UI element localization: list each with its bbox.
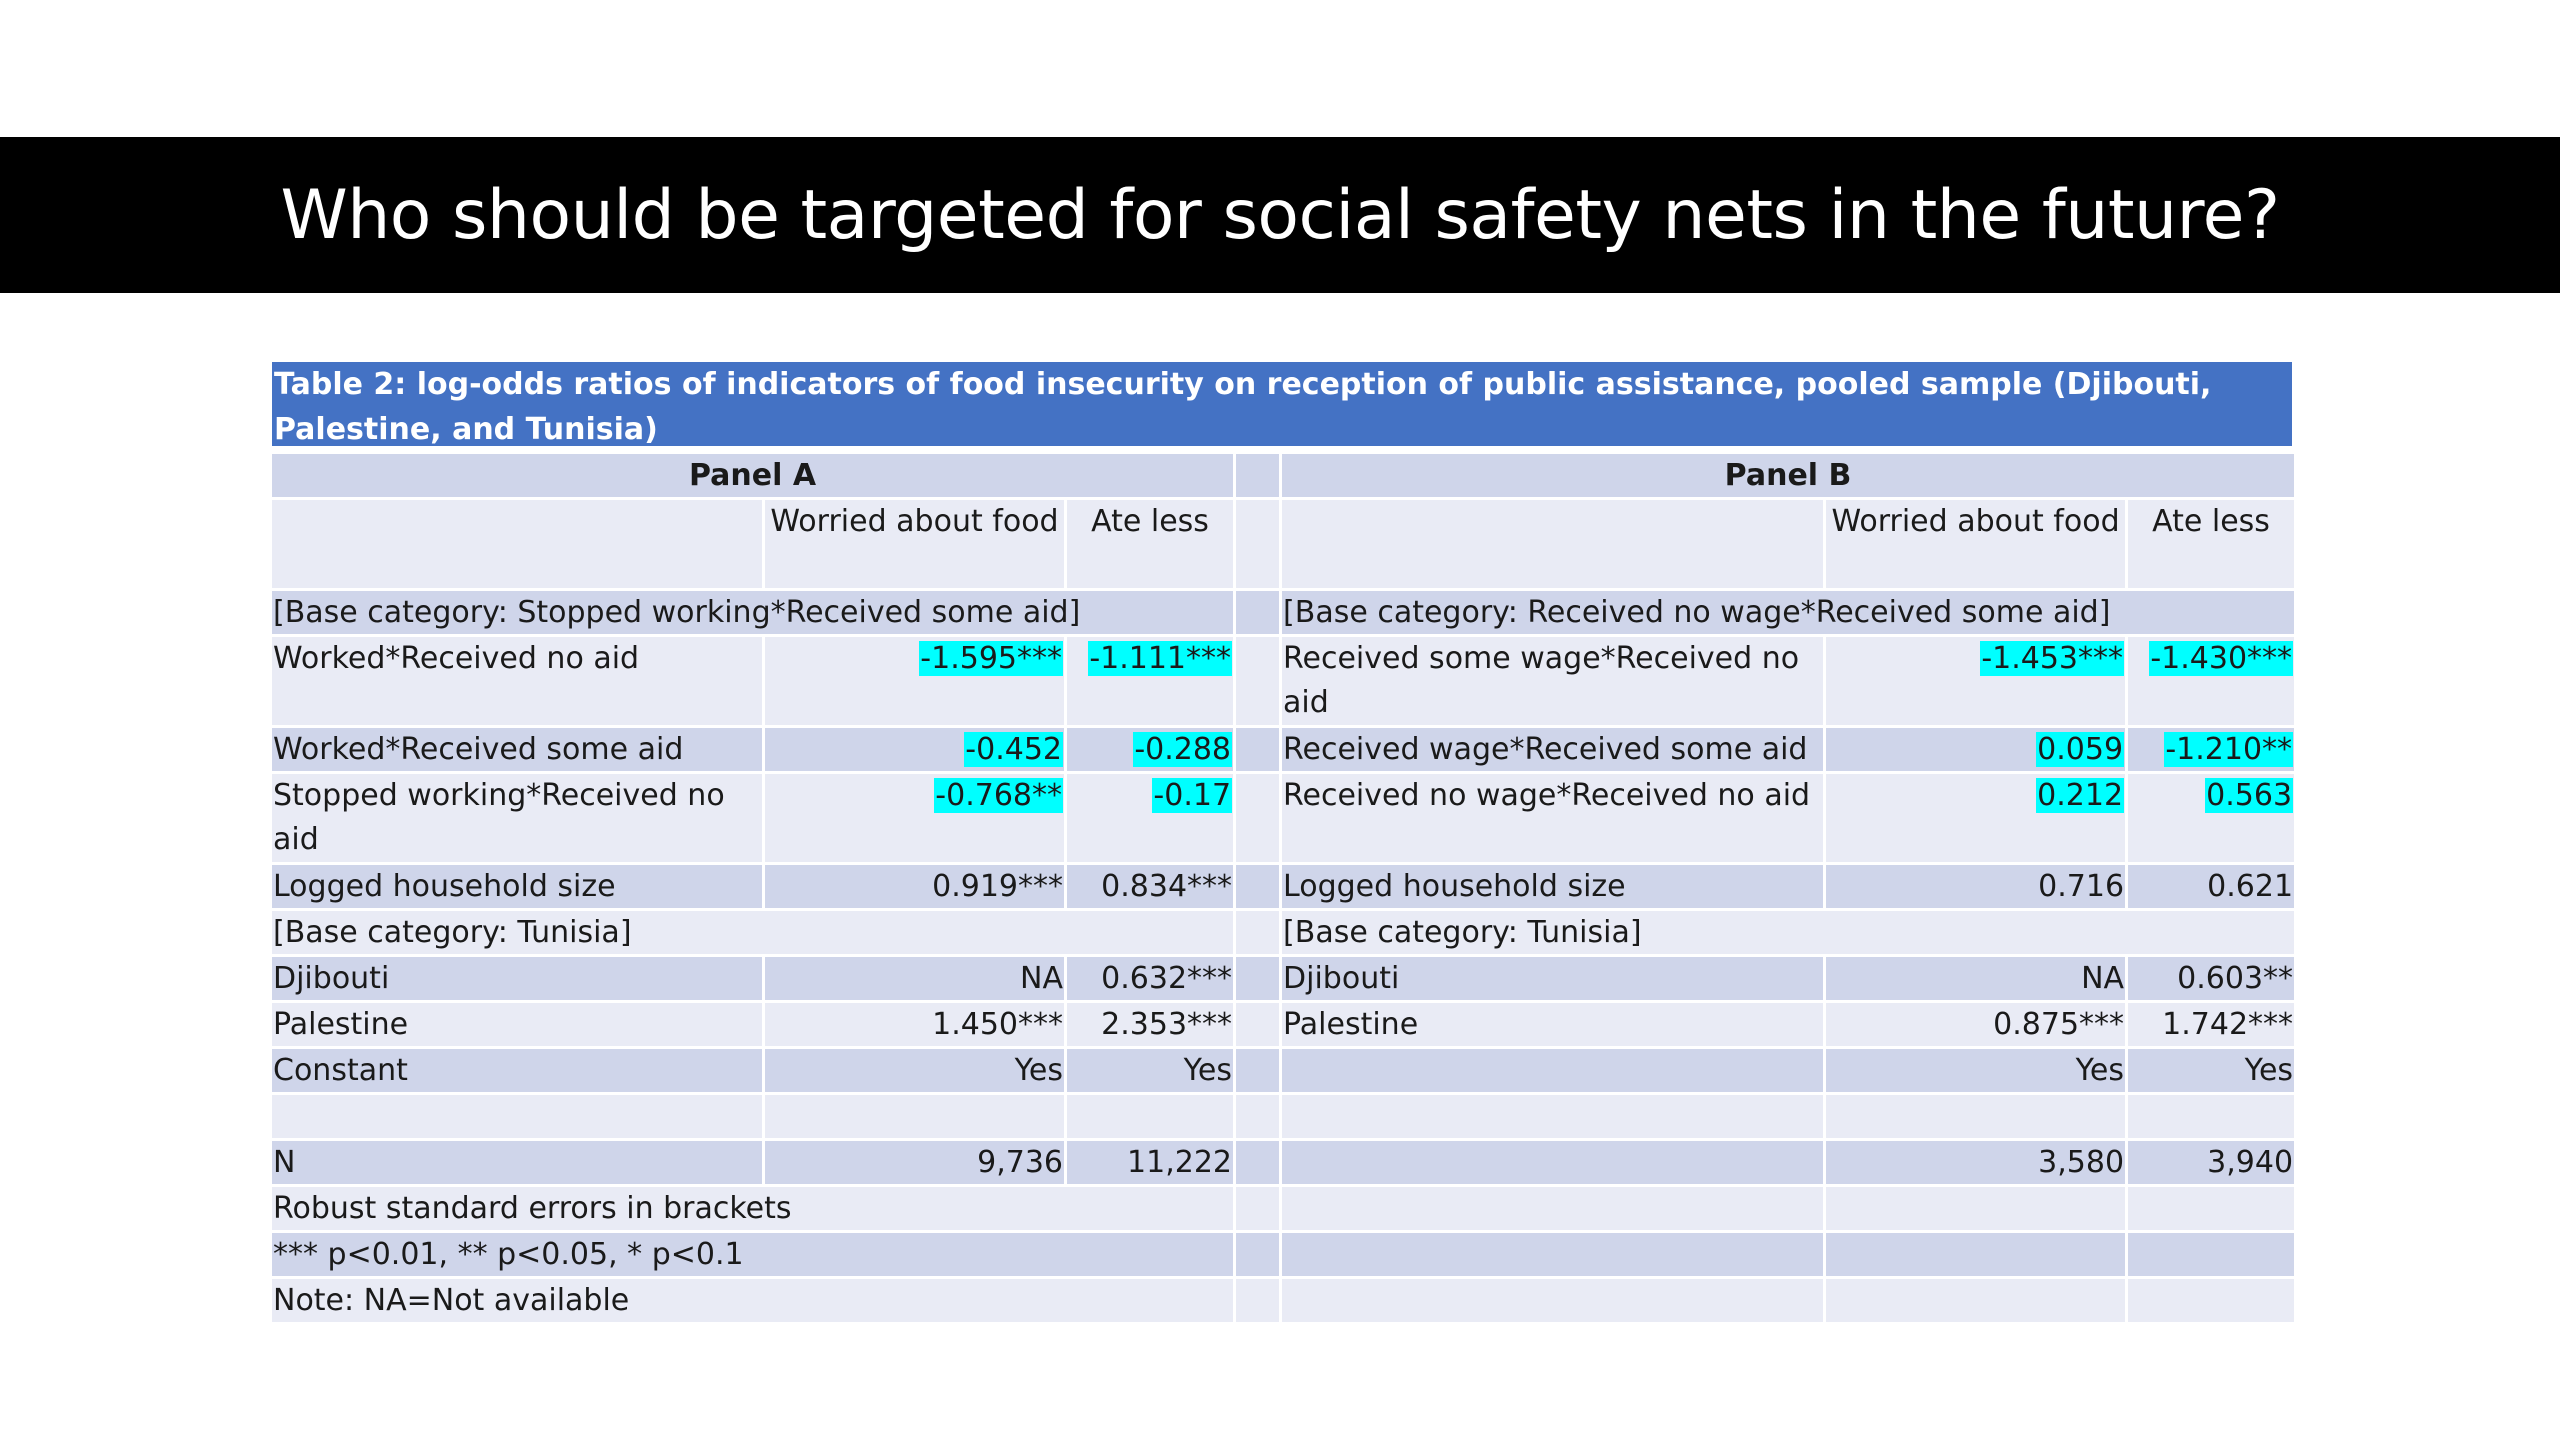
note-row — [272, 1279, 2294, 1325]
table-row — [272, 1003, 2294, 1049]
highlighted-value: -0.452 — [965, 732, 1062, 767]
cell-ate-less-b — [2128, 728, 2294, 774]
cell-ate-less-b: Yes — [2128, 1049, 2294, 1095]
empty-cell — [1826, 1233, 2125, 1279]
row-label-b: [Base category: Tunisia] — [1282, 911, 2294, 957]
cell-ate-less-a — [1067, 774, 1233, 865]
empty-cell — [1826, 1095, 2125, 1141]
cell-worried-b: 3,580 — [1826, 1141, 2125, 1187]
cell-worried-b — [1826, 728, 2125, 774]
highlighted-value: 0.563 — [2206, 778, 2293, 813]
row-label-a: Djibouti — [272, 957, 762, 1003]
row-label-b — [1282, 1049, 1823, 1095]
cell-worried-a: 0.919*** — [765, 865, 1064, 911]
cell-ate-less-a: 0.632*** — [1067, 957, 1233, 1003]
spacer-cell — [1236, 1049, 1279, 1095]
row-label-b: Received some wage*Received no aid — [1282, 637, 1823, 728]
spacer-cell — [1236, 1187, 1279, 1233]
highlighted-value: -1.210** — [2165, 732, 2293, 767]
col-worried-a: Worried about food — [765, 500, 1064, 591]
spacer-cell — [1236, 911, 1279, 957]
spacer-cell — [1236, 957, 1279, 1003]
spacer-cell — [1236, 774, 1279, 865]
highlighted-value: 0.212 — [2037, 778, 2124, 813]
note-text: Note: NA=Not available — [272, 1279, 1233, 1325]
empty-cell — [2128, 1233, 2294, 1279]
panel-header-row — [272, 454, 2294, 500]
cell-worried-a — [765, 774, 1064, 865]
cell-ate-less-b: 1.742*** — [2128, 1003, 2294, 1049]
row-label-b: Djibouti — [1282, 957, 1823, 1003]
cell-ate-less-a: Yes — [1067, 1049, 1233, 1095]
table-row — [272, 1049, 2294, 1095]
spacer-cell — [1236, 728, 1279, 774]
table-row-empty — [272, 1095, 2294, 1141]
row-label-b: Received no wage*Received no aid — [1282, 774, 1823, 865]
empty-cell — [2128, 1095, 2294, 1141]
cell-ate-less-b: 0.603** — [2128, 957, 2294, 1003]
slide-title: Who should be targeted for social safety nets in the future? — [280, 175, 2280, 255]
cell-worried-b: Yes — [1826, 1049, 2125, 1095]
cell-worried-a: NA — [765, 957, 1064, 1003]
cell-ate-less-a: 0.834*** — [1067, 865, 1233, 911]
note-text: Robust standard errors in brackets — [272, 1187, 1233, 1233]
cell-worried-b: 0.875*** — [1826, 1003, 2125, 1049]
cell-ate-less-b: 0.621 — [2128, 865, 2294, 911]
empty-cell — [1282, 1233, 1823, 1279]
panel-b-header: Panel B — [1282, 454, 2294, 500]
highlighted-value: -0.768** — [935, 778, 1062, 813]
highlighted-value: -1.595*** — [920, 641, 1062, 676]
panel-a-header: Panel A — [272, 454, 1233, 500]
spacer-cell — [1236, 1003, 1279, 1049]
row-label-b: Palestine — [1282, 1003, 1823, 1049]
row-label-a: Palestine — [272, 1003, 762, 1049]
cell-worried-b: NA — [1826, 957, 2125, 1003]
row-label-b: [Base category: Received no wage*Received some aid] — [1282, 591, 2294, 637]
table-caption: Table 2: log-odds ratios of indicators of food insecurity on reception of public assistance, pooled sample (Djibouti, Palestine, and Tunisia) — [272, 362, 2292, 446]
cell-ate-less-b — [2128, 637, 2294, 728]
row-label-b: Received wage*Received some aid — [1282, 728, 1823, 774]
note-row — [272, 1187, 2294, 1233]
spacer-cell — [1236, 1233, 1279, 1279]
table-row — [272, 637, 2294, 728]
table-row — [272, 957, 2294, 1003]
spacer-cell — [1236, 1279, 1279, 1325]
note-text: *** p<0.01, ** p<0.05, * p<0.1 — [272, 1233, 1233, 1279]
highlighted-value: -0.17 — [1153, 778, 1232, 813]
cell-worried-a: 1.450*** — [765, 1003, 1064, 1049]
table-row — [272, 865, 2294, 911]
highlighted-value: -1.453*** — [1981, 641, 2124, 676]
table-row — [272, 774, 2294, 865]
empty-cell — [272, 1095, 762, 1141]
empty-cell — [1282, 500, 1823, 591]
empty-cell — [2128, 1279, 2294, 1325]
cell-ate-less-b — [2128, 774, 2294, 865]
table-row — [272, 728, 2294, 774]
results-table — [269, 454, 2297, 1325]
title-bar — [0, 137, 2560, 293]
empty-cell — [1282, 1095, 1823, 1141]
row-label-a: [Base category: Stopped working*Received some aid] — [272, 591, 1233, 637]
cell-ate-less-a: 2.353*** — [1067, 1003, 1233, 1049]
empty-cell — [765, 1095, 1064, 1141]
row-label-a: Stopped working*Received no aid — [272, 774, 762, 865]
spacer-cell — [1236, 1095, 1279, 1141]
row-label-a: [Base category: Tunisia] — [272, 911, 1233, 957]
cell-worried-b — [1826, 774, 2125, 865]
table-row — [272, 1141, 2294, 1187]
spacer-cell — [1236, 591, 1279, 637]
empty-cell — [2128, 1187, 2294, 1233]
spacer-cell — [1236, 1141, 1279, 1187]
empty-cell — [1282, 1279, 1823, 1325]
table-row — [272, 591, 2294, 637]
highlighted-value: 0.059 — [2037, 732, 2124, 767]
cell-worried-a — [765, 728, 1064, 774]
cell-worried-a: 9,736 — [765, 1141, 1064, 1187]
cell-worried-a: Yes — [765, 1049, 1064, 1095]
cell-worried-b: 0.716 — [1826, 865, 2125, 911]
row-label-a: Worked*Received some aid — [272, 728, 762, 774]
row-label-a: N — [272, 1141, 762, 1187]
spacer-cell — [1236, 454, 1279, 500]
row-label-b: Logged household size — [1282, 865, 1823, 911]
row-label-b — [1282, 1141, 1823, 1187]
highlighted-value: -0.288 — [1134, 732, 1232, 767]
spacer-cell — [1236, 500, 1279, 591]
spacer-cell — [1236, 637, 1279, 728]
spacer-cell — [1236, 865, 1279, 911]
row-label-a: Constant — [272, 1049, 762, 1095]
cell-ate-less-a: 11,222 — [1067, 1141, 1233, 1187]
regression-table — [272, 362, 2292, 1325]
note-row — [272, 1233, 2294, 1279]
empty-cell — [1826, 1187, 2125, 1233]
col-ate-less-a: Ate less — [1067, 500, 1233, 591]
empty-cell — [1282, 1187, 1823, 1233]
highlighted-value: -1.430*** — [2150, 641, 2293, 676]
row-label-a: Worked*Received no aid — [272, 637, 762, 728]
cell-ate-less-b: 3,940 — [2128, 1141, 2294, 1187]
col-worried-b: Worried about food — [1826, 500, 2125, 591]
cell-ate-less-a — [1067, 728, 1233, 774]
empty-cell — [272, 500, 762, 591]
row-label-a: Logged household size — [272, 865, 762, 911]
empty-cell — [1067, 1095, 1233, 1141]
highlighted-value: -1.111*** — [1089, 641, 1232, 676]
empty-cell — [1826, 1279, 2125, 1325]
col-ate-less-b: Ate less — [2128, 500, 2294, 591]
cell-worried-b — [1826, 637, 2125, 728]
cell-worried-a — [765, 637, 1064, 728]
table-row — [272, 911, 2294, 957]
column-header-row — [272, 500, 2294, 591]
cell-ate-less-a — [1067, 637, 1233, 728]
